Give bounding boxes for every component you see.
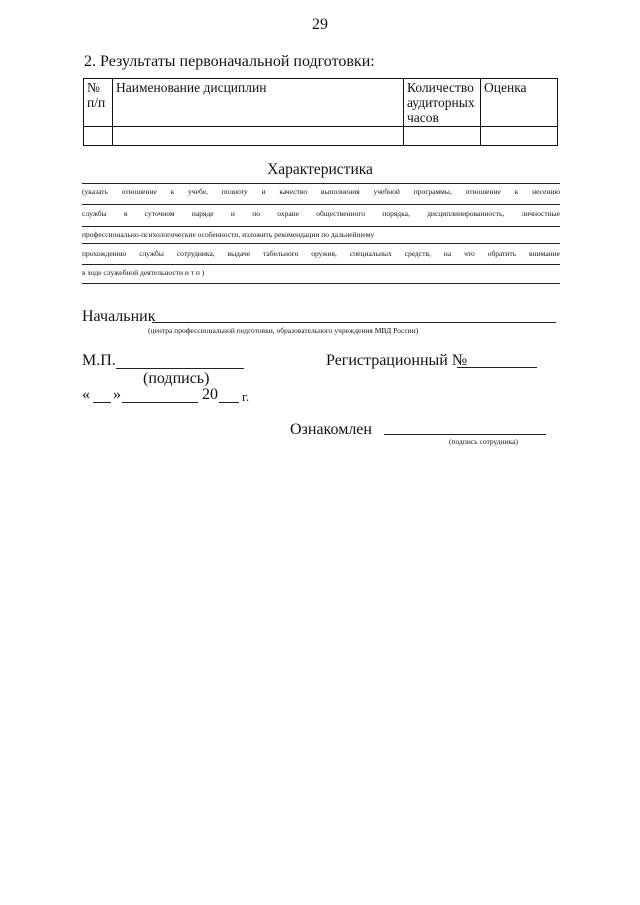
characteristic-note-2: службы в суточном наряде и по охране общественного порядка, дисциплинированность, личностные bbox=[82, 209, 560, 218]
header-num: № п/п bbox=[84, 79, 113, 127]
head-signature-field[interactable] bbox=[152, 322, 556, 323]
head-caption: (центра профессиональной подготовки, образовательного учреждения МВД России) bbox=[148, 326, 419, 335]
characteristic-line[interactable] bbox=[82, 243, 560, 244]
date-month-field[interactable] bbox=[122, 402, 198, 403]
head-label: Начальник bbox=[82, 308, 156, 325]
characteristic-line[interactable] bbox=[82, 226, 560, 227]
registration-number-field[interactable] bbox=[457, 367, 537, 368]
characteristic-line[interactable] bbox=[82, 283, 560, 284]
date-open-quote: « bbox=[82, 386, 90, 403]
table-header-row bbox=[84, 79, 558, 127]
results-table bbox=[83, 78, 558, 146]
characteristic-title: Характеристика bbox=[267, 161, 373, 178]
characteristic-line[interactable] bbox=[82, 204, 560, 205]
acknowledged-label: Ознакомлен bbox=[290, 421, 372, 438]
header-discipline: Наименование дисциплин bbox=[113, 79, 404, 127]
year-prefix: 20 bbox=[202, 386, 218, 403]
acknowledged-signature-field[interactable] bbox=[384, 434, 546, 435]
page-number: 29 bbox=[312, 16, 328, 33]
characteristic-note-3: профессионально-психологические особенности, изложить рекомендации по дальнейшему bbox=[82, 230, 375, 239]
registration-label: Регистрационный № bbox=[326, 352, 468, 369]
date-close-quote: » bbox=[113, 386, 121, 403]
characteristic-note-4: прохождению службы сотрудника, выдаче табельного оружия, специальных средств, на что обратить внимание bbox=[82, 249, 560, 258]
header-grade: Оценка bbox=[481, 79, 558, 127]
section-title: 2. Результаты первоначальной подготовки: bbox=[84, 53, 375, 70]
characteristic-line[interactable] bbox=[82, 183, 560, 184]
date-year-field[interactable] bbox=[219, 402, 239, 403]
cell-grade[interactable] bbox=[481, 127, 558, 146]
acknowledged-caption: (подпись сотрудника) bbox=[449, 437, 518, 446]
mp-label: М.П. bbox=[82, 352, 116, 369]
year-suffix: г. bbox=[242, 389, 250, 404]
signature-caption: (подпись) bbox=[143, 370, 210, 387]
cell-hours[interactable] bbox=[404, 127, 481, 146]
date-day-field[interactable] bbox=[93, 402, 111, 403]
characteristic-note-5: в ходе служебной деятельности и т п ) bbox=[82, 268, 205, 277]
signature-field[interactable] bbox=[116, 368, 244, 369]
table-row bbox=[84, 127, 558, 146]
cell-discipline[interactable] bbox=[113, 127, 404, 146]
characteristic-note-1: (указать отношение к учебе, полноту и качество выполнения учебной программы, отношение к несению bbox=[82, 187, 560, 196]
characteristic-line[interactable] bbox=[82, 264, 560, 265]
header-hours: Количество аудиторных часов bbox=[404, 79, 481, 127]
cell-num[interactable] bbox=[84, 127, 113, 146]
